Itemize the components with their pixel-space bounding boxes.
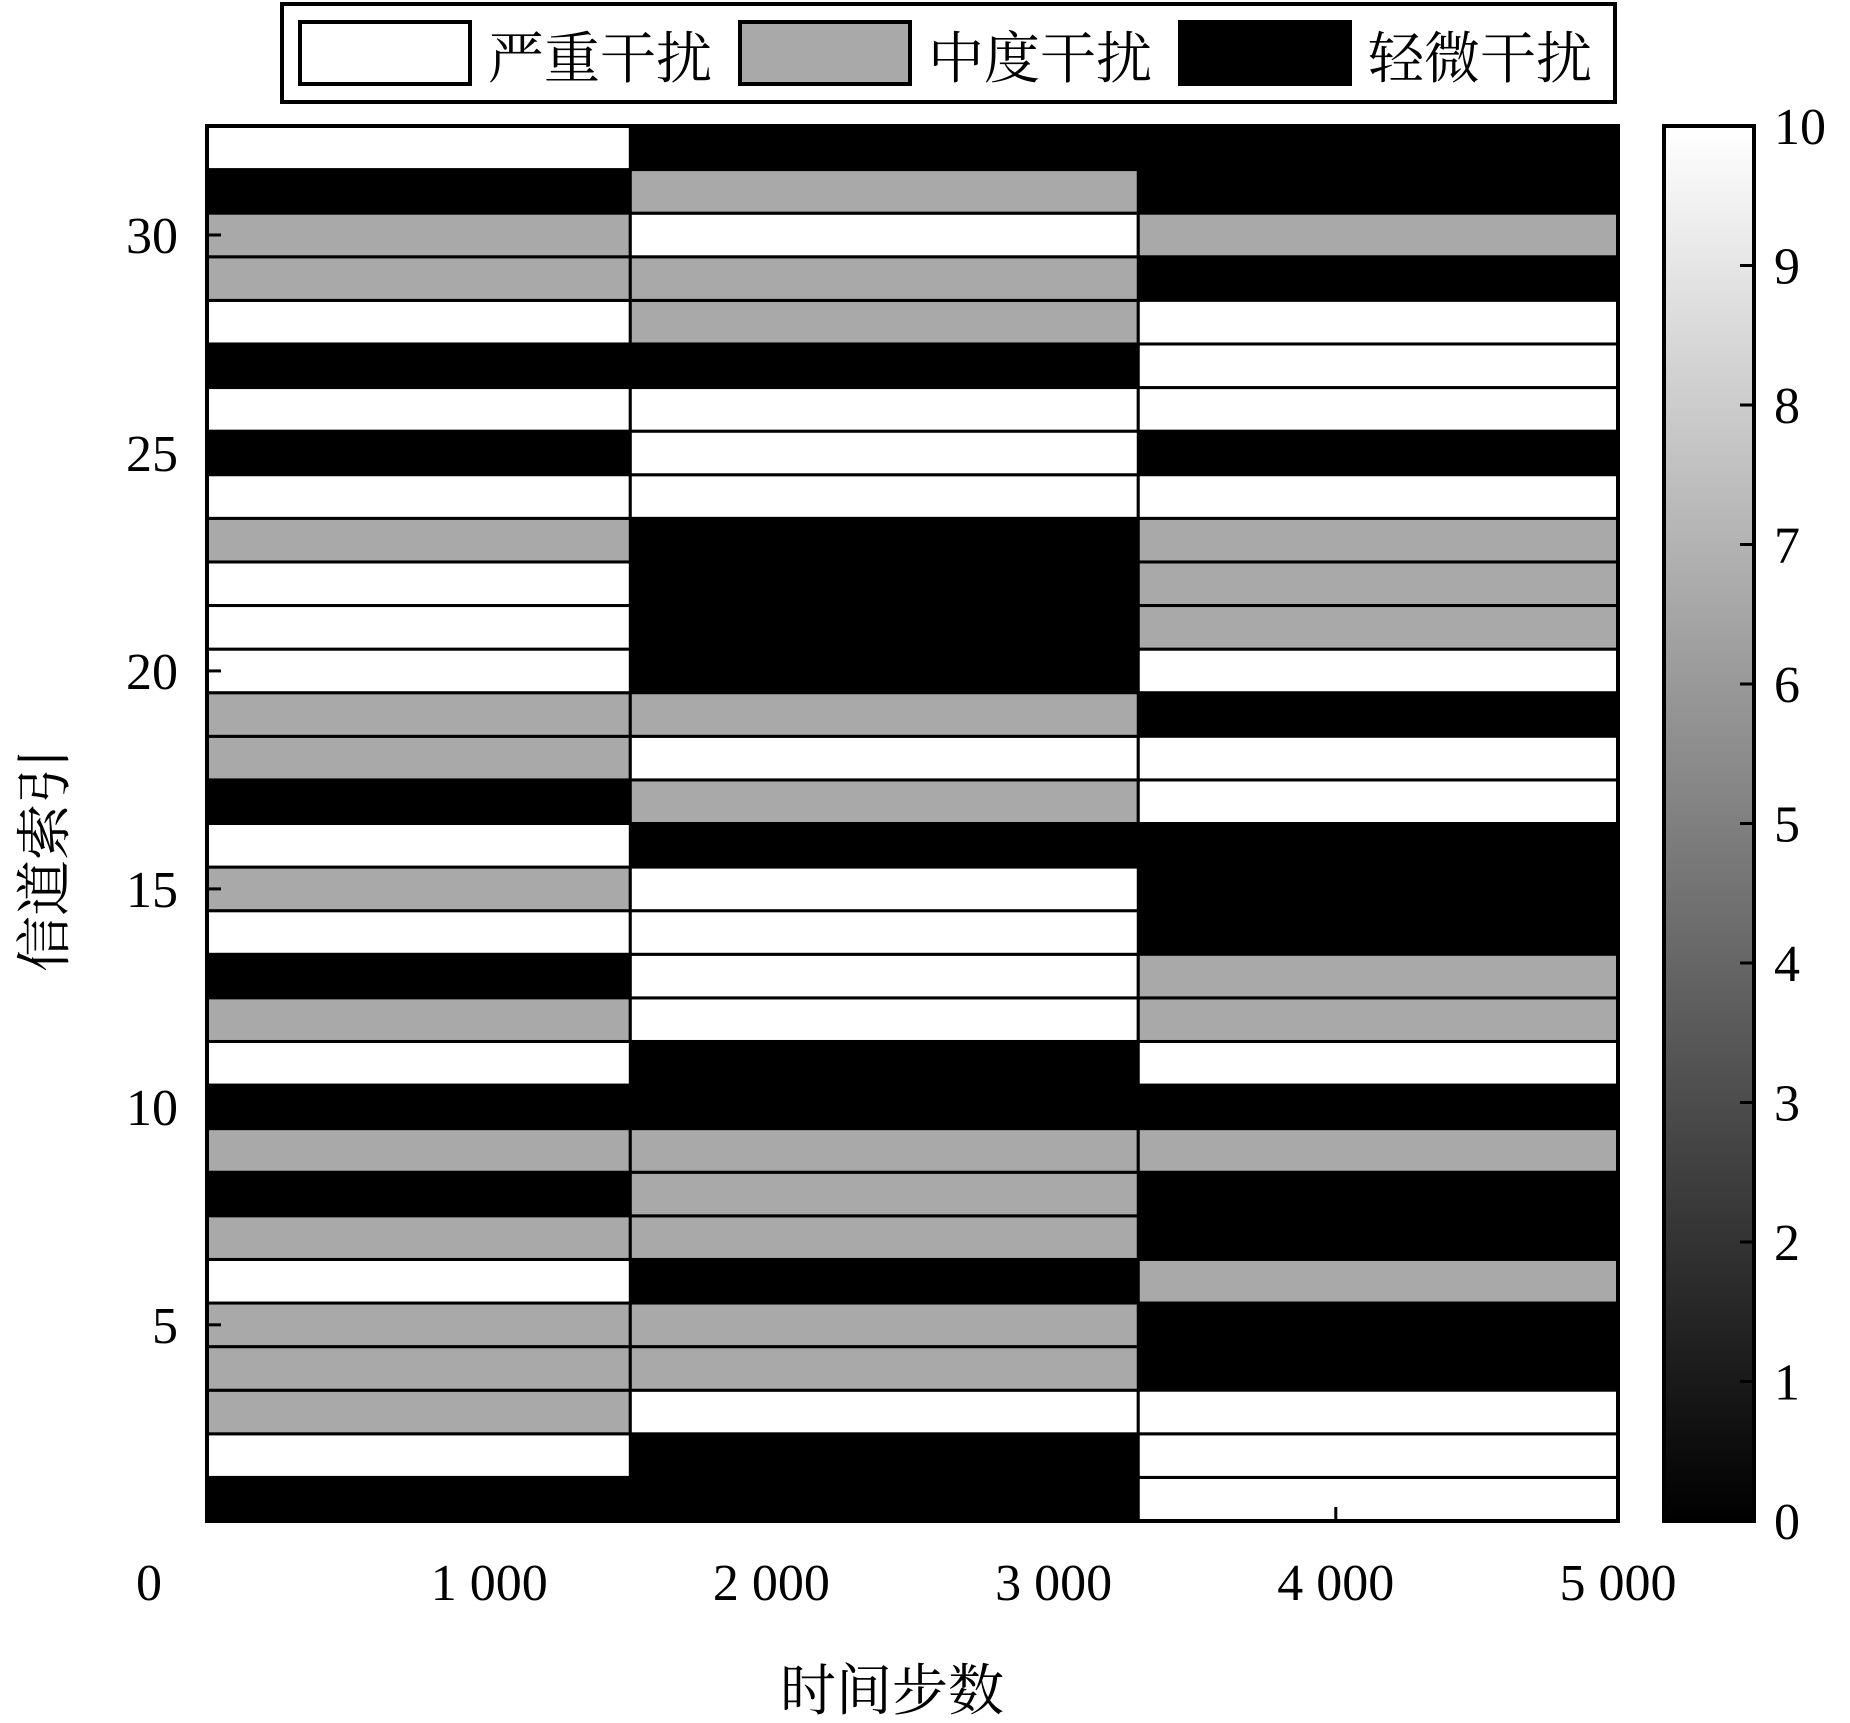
heatmap-cell-2-ch32 (630, 126, 1138, 170)
heatmap-cell-2-ch12 (630, 998, 1138, 1042)
legend (282, 4, 1615, 102)
heatmap-cell-2-ch18 (630, 736, 1138, 780)
heatmap-cell-1-ch10 (207, 1085, 630, 1129)
heatmap-cell-1-ch7 (207, 1216, 630, 1260)
heatmap-cell-2-ch6 (630, 1259, 1138, 1303)
heatmap-cell-1-ch3 (207, 1390, 630, 1434)
heatmap-cell-3-ch15 (1138, 867, 1618, 911)
heatmap-cell-1-ch26 (207, 388, 630, 432)
x-tick-label: 4 000 (1277, 1555, 1395, 1612)
heatmap-cell-3-ch17 (1138, 780, 1618, 824)
legend-label-severe: 严重干扰 (488, 27, 712, 92)
y-tick-label: 25 (126, 425, 178, 483)
heatmap-cell-2-ch28 (630, 300, 1138, 344)
heatmap-cell-1-ch11 (207, 1041, 630, 1085)
heatmap-cell-1-ch2 (207, 1434, 630, 1478)
heatmap-cell-1-ch9 (207, 1129, 630, 1173)
x-tick-label: 2 000 (712, 1555, 830, 1612)
heatmap-cell-1-ch13 (207, 954, 630, 998)
colorbar-tick-label: 6 (1774, 657, 1800, 714)
heatmap-cell-1-ch23 (207, 518, 630, 562)
heatmap-cell-2-ch5 (630, 1303, 1138, 1347)
heatmap-cell-3-ch30 (1138, 213, 1618, 257)
heatmap-cell-3-ch4 (1138, 1347, 1618, 1391)
colorbar-tick-label: 0 (1774, 1494, 1800, 1551)
legend-swatch-severe (300, 22, 470, 84)
heatmap-cell-2-ch14 (630, 911, 1138, 955)
heatmap-cell-1-ch16 (207, 824, 630, 868)
heatmap-cell-1-ch6 (207, 1259, 630, 1303)
colorbar-tick-label: 4 (1774, 936, 1800, 993)
heatmap-cell-3-ch10 (1138, 1085, 1618, 1129)
heatmap-cell-3-ch18 (1138, 736, 1618, 780)
legend-swatch-slight (1180, 22, 1350, 84)
heatmap-cell-1-ch20 (207, 649, 630, 693)
colorbar-tick-label: 9 (1774, 238, 1800, 296)
heatmap-cell-2-ch17 (630, 780, 1138, 824)
x-tick-label: 0 (136, 1555, 162, 1612)
heatmap-cell-3-ch28 (1138, 300, 1618, 344)
colorbar-tick-label: 7 (1774, 517, 1800, 575)
heatmap-cell-2-ch19 (630, 693, 1138, 737)
colorbar-tick-label: 2 (1774, 1215, 1800, 1272)
y-tick-label: 15 (126, 861, 178, 919)
heatmap-cell-3-ch25 (1138, 431, 1618, 475)
heatmap-cell-3-ch7 (1138, 1216, 1618, 1260)
x-tick-label: 1 000 (430, 1555, 548, 1612)
heatmap-cell-1-ch17 (207, 780, 630, 824)
heatmap-cell-2-ch3 (630, 1390, 1138, 1434)
heatmap-cell-3-ch9 (1138, 1129, 1618, 1173)
heatmap-cell-2-ch29 (630, 257, 1138, 301)
legend-swatch-moderate (740, 22, 910, 84)
heatmap-cell-3-ch1 (1138, 1477, 1618, 1521)
heatmap-cell-1-ch29 (207, 257, 630, 301)
heatmap-cell-2-ch16 (630, 824, 1138, 868)
heatmap-cell-1-ch27 (207, 344, 630, 388)
heatmap-cell-3-ch24 (1138, 475, 1618, 519)
heatmap-cell-1-ch12 (207, 998, 630, 1042)
heatmap-cell-2-ch21 (630, 606, 1138, 650)
heatmap-cell-3-ch11 (1138, 1041, 1618, 1085)
heatmap-cell-2-ch9 (630, 1129, 1138, 1173)
legend-label-moderate: 中度干扰 (928, 27, 1152, 92)
heatmap-cell-2-ch25 (630, 431, 1138, 475)
heatmap-cell-2-ch20 (630, 649, 1138, 693)
heatmap-cell-3-ch29 (1138, 257, 1618, 301)
heatmap-cell-1-ch18 (207, 736, 630, 780)
heatmap-cell-3-ch23 (1138, 518, 1618, 562)
x-tick-label: 3 000 (995, 1555, 1113, 1612)
heatmap-cell-3-ch2 (1138, 1434, 1618, 1478)
heatmap-cell-3-ch5 (1138, 1303, 1618, 1347)
heatmap-cells (207, 126, 1618, 1521)
heatmap-cell-2-ch4 (630, 1347, 1138, 1391)
y-tick-label: 5 (152, 1297, 178, 1355)
colorbar (1664, 99, 1826, 1551)
heatmap-cell-2-ch10 (630, 1085, 1138, 1129)
heatmap-cell-3-ch32 (1138, 126, 1618, 170)
y-tick-label: 10 (126, 1079, 178, 1137)
heatmap-cell-3-ch14 (1138, 911, 1618, 955)
y-tick-label: 30 (126, 207, 178, 265)
legend-label-slight: 轻微干扰 (1368, 27, 1592, 92)
heatmap-cell-1-ch14 (207, 911, 630, 955)
heatmap-cell-3-ch12 (1138, 998, 1618, 1042)
heatmap-cell-1-ch22 (207, 562, 630, 606)
colorbar-tick-label: 10 (1774, 99, 1826, 156)
y-tick-label: 20 (126, 643, 178, 701)
colorbar-tick-label: 3 (1774, 1075, 1800, 1133)
heatmap-cell-2-ch23 (630, 518, 1138, 562)
heatmap-cell-2-ch13 (630, 954, 1138, 998)
heatmap-cell-3-ch13 (1138, 954, 1618, 998)
colorbar-tick-label: 1 (1774, 1354, 1800, 1412)
heatmap-cell-2-ch26 (630, 388, 1138, 432)
heatmap-cell-3-ch6 (1138, 1259, 1618, 1303)
heatmap-cell-2-ch7 (630, 1216, 1138, 1260)
heatmap-cell-2-ch11 (630, 1041, 1138, 1085)
heatmap-cell-3-ch16 (1138, 824, 1618, 868)
heatmap-cell-3-ch22 (1138, 562, 1618, 606)
heatmap-cell-3-ch31 (1138, 170, 1618, 214)
heatmap-cell-1-ch28 (207, 300, 630, 344)
heatmap-cell-1-ch15 (207, 867, 630, 911)
heatmap-cell-2-ch1 (630, 1477, 1138, 1521)
colorbar-tick-label: 8 (1774, 378, 1800, 435)
heatmap-cell-1-ch8 (207, 1172, 630, 1216)
heatmap-cell-1-ch5 (207, 1303, 630, 1347)
heatmap-cell-3-ch3 (1138, 1390, 1618, 1434)
heatmap-cell-3-ch8 (1138, 1172, 1618, 1216)
heatmap-cell-1-ch1 (207, 1477, 630, 1521)
heatmap-cell-1-ch4 (207, 1347, 630, 1391)
heatmap-cell-2-ch8 (630, 1172, 1138, 1216)
heatmap-cell-1-ch30 (207, 213, 630, 257)
heatmap-cell-3-ch21 (1138, 606, 1618, 650)
heatmap-cell-3-ch27 (1138, 344, 1618, 388)
heatmap-cell-1-ch24 (207, 475, 630, 519)
heatmap-cell-3-ch19 (1138, 693, 1618, 737)
heatmap-cell-1-ch31 (207, 170, 630, 214)
y-axis-label: 信道索引 (13, 748, 78, 972)
heatmap-cell-1-ch25 (207, 431, 630, 475)
colorbar-tick-label: 5 (1774, 796, 1800, 854)
heatmap-cell-2-ch30 (630, 213, 1138, 257)
heatmap-cell-2-ch24 (630, 475, 1138, 519)
heatmap-cell-1-ch21 (207, 606, 630, 650)
heatmap-cell-2-ch2 (630, 1434, 1138, 1478)
heatmap-cell-2-ch31 (630, 170, 1138, 214)
heatmap-cell-2-ch27 (630, 344, 1138, 388)
heatmap-cell-1-ch32 (207, 126, 630, 170)
heatmap-cell-3-ch20 (1138, 649, 1618, 693)
heatmap-cell-2-ch15 (630, 867, 1138, 911)
heatmap-cell-3-ch26 (1138, 388, 1618, 432)
heatmap-cell-1-ch19 (207, 693, 630, 737)
x-tick-label: 5 000 (1559, 1555, 1677, 1612)
x-axis-label: 时间步数 (780, 1659, 1004, 1723)
heatmap-cell-2-ch22 (630, 562, 1138, 606)
